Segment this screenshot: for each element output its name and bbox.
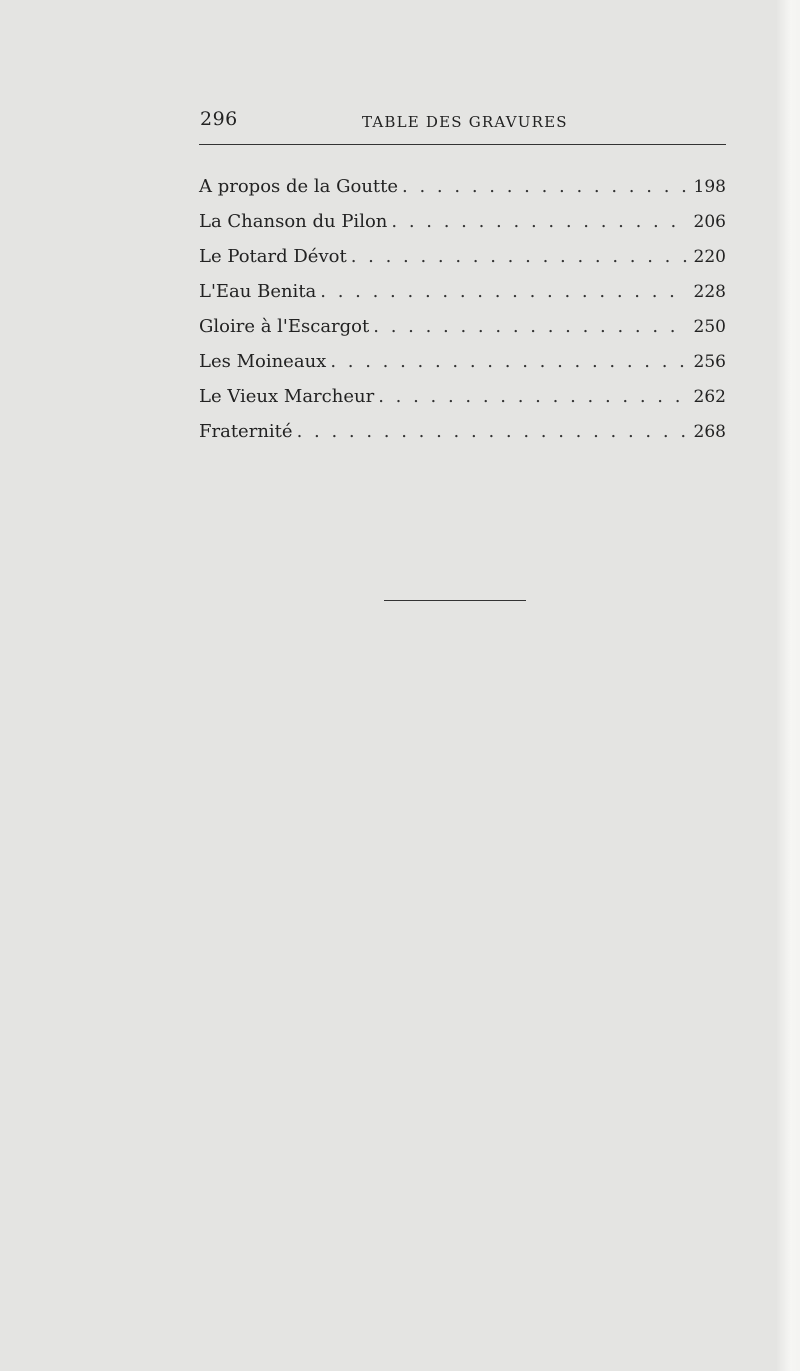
dot-leader [330,344,687,379]
toc-entry [199,204,726,239]
toc-entry-title: La Chanson du Pilon [199,211,388,232]
toc-entry-page: 206 [693,212,726,232]
toc-entry-page: 250 [693,317,726,337]
toc-entry [199,309,726,344]
toc-entry-title: Fraternité [199,421,293,442]
toc-entry-page: 198 [693,177,726,197]
dot-leader [391,204,687,239]
toc-entry-title: Les Moineaux [199,351,327,372]
toc-entry [199,239,726,274]
running-title: TABLE DES GRAVURES [362,113,568,131]
table-of-engravings [199,169,726,449]
dot-leader [320,274,687,309]
toc-entry-page: 256 [693,352,726,372]
toc-entry-title: L'Eau Benita [199,281,317,302]
toc-entry-page: 228 [693,282,726,302]
toc-entry-title: Le Potard Dévot [199,246,347,267]
toc-entry-title: Gloire à l'Escargot [199,316,370,337]
toc-entry [199,379,726,414]
dot-leader [373,309,687,344]
page-header [200,108,726,138]
toc-entry [199,169,726,204]
header-rule [199,144,726,145]
toc-entry-page: 262 [693,387,726,407]
toc-entry-title: Le Vieux Marcheur [199,386,375,407]
dot-leader [297,414,688,449]
toc-entry [199,414,726,449]
toc-entry [199,274,726,309]
page-number: 296 [200,108,238,130]
toc-entry-title: A propos de la Goutte [199,176,399,197]
toc-entry-page: 268 [693,422,726,442]
end-rule [384,600,526,601]
toc-entry-page: 220 [693,247,726,267]
dot-leader [402,169,688,204]
page-edge [776,0,800,1371]
toc-entry [199,344,726,379]
dot-leader [351,239,688,274]
dot-leader [378,379,687,414]
